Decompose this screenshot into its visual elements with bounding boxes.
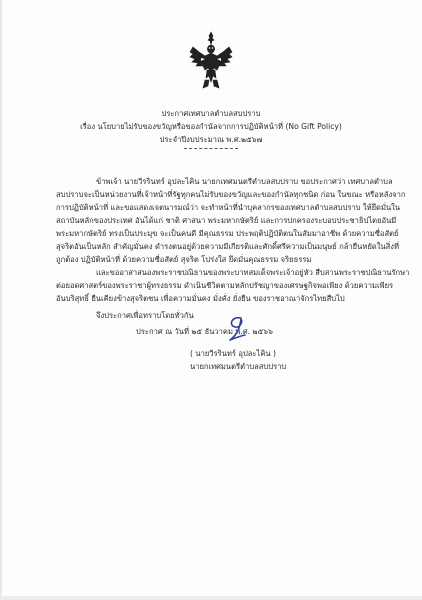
para2-line: อันบริสุทธิ์ ยืนเคียงข้างสุจริตชน เพื่อความมั่นคง มั่งคั่ง ยั่งยืน ของราชอาณาจักรไทยสืบไป [56,294,345,303]
para1-line: พระมหากษัตริย์ ทรงเป็นประมุข จะเป็นคนดี มีคุณธรรม ประพฤติปฏิบัติตนในสัมมาอาชีพ ด้วยความซื่อสัตย์ [56,229,399,238]
para1-line: สุจริตอันเป็นหลัก สำคัญมั่นคง ดำรงตนอยู่ด้วยความมีเกียรติและศักดิ์ศรีความเป็นมนุษย์ กล้ายืนหยัดในสิ่งที่ [56,242,399,251]
document-subject: เรื่อง นโยบายไม่รับของขวัญหรือของกำนัลจากการปฏิบัติหน้าที่ (No Gift Policy) [80,122,342,131]
garuda-emblem-icon [189,30,233,90]
para2-line: ต่อยอดศาสตร์ของพระราชาผู้ทรงธรรม ดำเนินชีวิตตามหลักปรัชญาของเศรษฐกิจพอเพียง ด้วยความเพียร [56,281,394,290]
issuing-office: ประกาศเทศบาลตำบลสบปราบ [161,109,261,118]
scan-edge-bottom [0,596,422,600]
closing-line: จึงประกาศเพื่อทราบโดยทั่วกัน [96,311,194,320]
signer-title: นายกเทศมนตรีตำบลสบปราบ [190,362,287,371]
handwritten-signature [223,315,249,343]
para1-line: ถูกต้อง ปฏิบัติหน้าที่ ด้วยความซื่อสัตย์ สุจริต โปร่งใส ยึดมั่นคุณธรรม จริยธรรม [56,255,312,264]
fiscal-year: ประจำปีงบประมาณ พ.ศ.๒๕๖๗ [159,135,263,144]
para1-line: สบปราบจะเป็นหน่วยงานที่เจ้าหน้าที่รัฐทุกคนไม่รับของขวัญและของกำนัลทุกชนิด ก่อน ในขณะ หรือหลังจาก [56,190,406,199]
para2-line: และขออาสาสนองพระราชปณิธานของพระบาทสมเด็จพระเจ้าอยู่หัว สืบสานพระราชปณิธานรักษา [96,268,410,277]
para1-line: สถาบันหลักของประเทศ อันได้แก่ ชาติ ศาสนา พระมหากษัตริย์ และการปกครองระบอบประชาธิปไตยอันมี [56,216,397,225]
title-divider [184,148,238,149]
para1-line: การปฏิบัติหน้าที่ และขอแสดงเจตนารมณ์ว่า จะทำหน้าที่นำบุคลากรของเทศบาลตำบลสบปราบ ให้ยึดมั่นใน [56,203,401,212]
scan-edge [0,0,2,600]
para1-line: ข้าพเจ้า นายวีรรินทร์ อุปละไคิน นายกเทศมนตรีตำบลสบปราบ ขอประกาศว่า เทศบาลตำบล [96,177,393,186]
announcement-date: ประกาศ ณ วันที่ ๒๕ ธันวาคม พ.ศ. ๒๕๖๖ [136,327,273,336]
signer-name: ( นายวีรรินทร์ อุปละไคิน ) [190,349,276,358]
